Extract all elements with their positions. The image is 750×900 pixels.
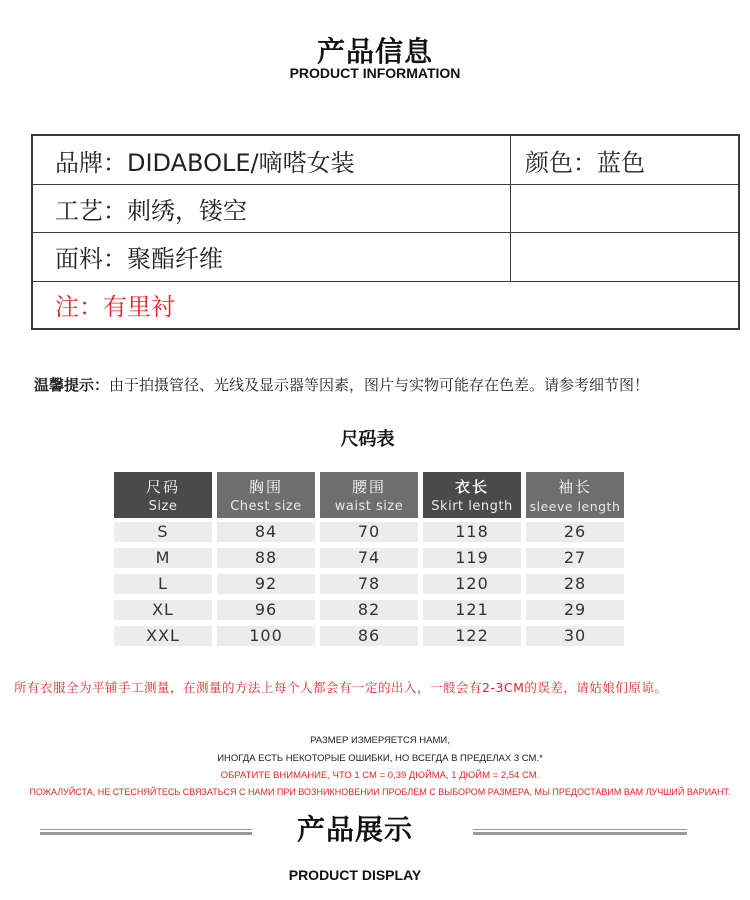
length-cell: 119 bbox=[423, 548, 521, 568]
info-row-fabric bbox=[33, 232, 738, 282]
warm-tip-label: 温馨提示： bbox=[34, 376, 110, 394]
warm-tip-text: 由于拍摄管径、光线及显示器等因素，图片与实物可能存在色差。请参考细节图！ bbox=[109, 376, 650, 394]
length-cell: 121 bbox=[423, 600, 521, 620]
waist-cell: 70 bbox=[320, 522, 418, 542]
empty-cell bbox=[511, 232, 738, 281]
info-row-lining bbox=[33, 281, 738, 328]
ru-note-1: РАЗМЕР ИЗМЕРЯЕТСЯ НАМИ, bbox=[310, 735, 450, 746]
sleeve-cell: 26 bbox=[526, 522, 624, 542]
size-cell: S bbox=[114, 522, 212, 542]
size-chart-title: 尺码表 bbox=[340, 429, 395, 450]
header-en: waist size bbox=[334, 499, 404, 514]
length-cell: 122 bbox=[423, 626, 521, 646]
waist-cell: 78 bbox=[320, 574, 418, 594]
size-header-sleeve bbox=[526, 472, 624, 518]
header-zh: 胸围 bbox=[248, 478, 283, 496]
product-info-subtitle: PRODUCT INFORMATION bbox=[289, 65, 461, 81]
size-header-length bbox=[423, 472, 521, 518]
header-en: Chest size bbox=[230, 499, 302, 514]
empty-cell bbox=[511, 184, 738, 232]
measure-note: 所有衣服全为平铺手工测量，在测量的方法上每个人都会有一定的出入，一般会有2-3CM的误差，请姑娘们原谅。 bbox=[14, 680, 668, 695]
chest-cell: 88 bbox=[217, 548, 315, 568]
size-cell: L bbox=[114, 574, 212, 594]
sleeve-cell: 28 bbox=[526, 574, 624, 594]
header-zh: 袖长 bbox=[557, 478, 592, 496]
header-zh: 衣长 bbox=[454, 478, 489, 496]
fabric-cell: 面料：聚酯纤维 bbox=[33, 232, 511, 281]
product-display-title: 产品展示 bbox=[296, 813, 413, 846]
color-cell: 颜色：蓝色 bbox=[525, 148, 645, 177]
sleeve-cell: 30 bbox=[526, 626, 624, 646]
size-cell: XXL bbox=[114, 626, 212, 646]
info-row-craft bbox=[33, 184, 738, 233]
waist-cell: 74 bbox=[320, 548, 418, 568]
chest-cell: 84 bbox=[217, 522, 315, 542]
size-cell: XL bbox=[114, 600, 212, 620]
sleeve-cell: 29 bbox=[526, 600, 624, 620]
header-en: Skirt length bbox=[431, 499, 513, 514]
warm-tip bbox=[34, 374, 649, 395]
product-info-title: 产品信息 bbox=[316, 35, 433, 68]
brand-cell: 品牌：DIDABOLE/嘀嗒女装 bbox=[33, 136, 511, 184]
header-zh: 尺码 bbox=[145, 478, 180, 496]
header-zh: 腰围 bbox=[351, 478, 386, 496]
product-info-table bbox=[31, 134, 740, 330]
length-cell: 120 bbox=[423, 574, 521, 594]
waist-cell: 86 bbox=[320, 626, 418, 646]
size-header-chest bbox=[217, 472, 315, 518]
ru-note-2: ИНОГДА ЕСТЬ НЕКОТОРЫЕ ОШИБКИ, НО ВСЕГДА В ПРЕДЕЛАХ 3 СМ.* bbox=[217, 753, 543, 764]
header-en: sleeve length bbox=[529, 499, 621, 514]
size-header-size bbox=[114, 472, 212, 518]
ru-note-4: ПОЖАЛУЙСТА, НЕ СТЕСНЯЙТЕСЬ СВЯЗАТЬСЯ С НАМИ ПРИ ВОЗНИКНОВЕНИИ ПРОБЛЕМ С ВЫБОРОМ РАЗМЕРА, МЫ ПРЕДОСТАВИМ ВАМ ЛУЧШИЙ ВАРИАНТ. bbox=[29, 787, 731, 797]
length-cell: 118 bbox=[423, 522, 521, 542]
size-header-waist bbox=[320, 472, 418, 518]
chest-cell: 92 bbox=[217, 574, 315, 594]
chest-cell: 96 bbox=[217, 600, 315, 620]
lining-note: 注：有里衬 bbox=[55, 293, 175, 321]
header-en: Size bbox=[148, 499, 178, 514]
product-display-subtitle: PRODUCT DISPLAY bbox=[288, 867, 422, 883]
chest-cell: 100 bbox=[217, 626, 315, 646]
info-row-brand bbox=[33, 136, 738, 185]
ru-note-3: ОБРАТИТЕ ВНИМАНИЕ, ЧТО 1 СМ = 0,39 ДЮЙМА, 1 ДЮЙМ = 2,54 СМ. bbox=[220, 770, 540, 781]
size-cell: M bbox=[114, 548, 212, 568]
craft-cell: 工艺：刺绣，镂空 bbox=[33, 184, 511, 232]
sleeve-cell: 27 bbox=[526, 548, 624, 568]
waist-cell: 82 bbox=[320, 600, 418, 620]
